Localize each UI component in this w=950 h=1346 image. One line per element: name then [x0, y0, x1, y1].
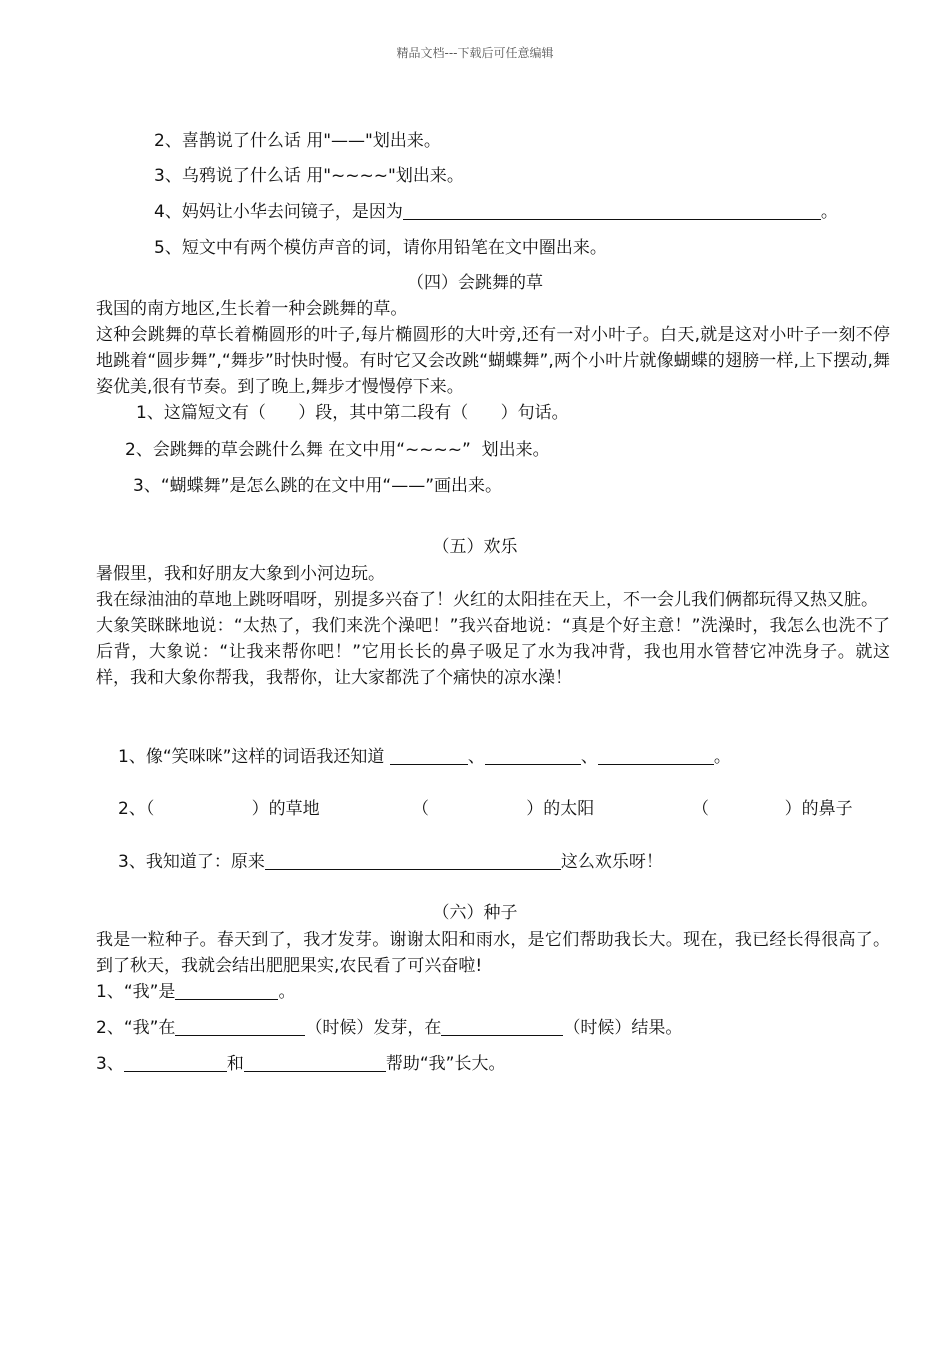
s6-q2-mid: （时候）发芽，在	[305, 1018, 442, 1038]
s4-question-2: 2、会跳舞的草会跳什么舞 在文中用“~~~~” 划出来。	[125, 440, 550, 460]
s6-question-3	[96, 1053, 505, 1075]
s3-question-5: 5、短文中有两个模仿声音的词，请你用铅笔在文中圈出来。	[154, 238, 607, 258]
s3-q4-end: 。	[820, 202, 838, 222]
s5-q2-a: 2、（ ）的草地	[118, 799, 320, 819]
s5-question-3	[118, 851, 663, 873]
s6-q1-blank[interactable]	[175, 982, 278, 1000]
s4-question-3: 3、“蝴蝶舞”是怎么跳的在文中用“——”画出来。	[133, 476, 503, 496]
s6-q3-blank-2[interactable]	[244, 1054, 386, 1072]
s6-q2-blank-1[interactable]	[175, 1018, 305, 1036]
s6-passage	[60, 927, 890, 979]
s6-q1-end: 。	[278, 982, 296, 1002]
page-header: 精品文档---下载后可任意编辑	[396, 46, 554, 60]
s5-q1-blank-3[interactable]	[598, 747, 714, 765]
s6-q2-text: 2、“我”在	[96, 1018, 176, 1038]
s5-q3-end: 这么欢乐呀！	[560, 852, 663, 872]
s3-question-3: 3、乌鸦说了什么话 用"~~~~"划出来。	[154, 166, 464, 186]
s5-title: （五）欢乐	[432, 537, 518, 557]
s6-title: （六）种子	[432, 903, 518, 923]
s5-question-1	[118, 746, 731, 768]
s5-q1-sep-2: 、	[580, 747, 598, 767]
s6-q3-mid: 和	[226, 1054, 244, 1074]
s5-q3-text: 3、我知道了：原来	[118, 852, 265, 872]
s5-q1-blank-1[interactable]	[390, 747, 468, 765]
s3-q4-text: 4、妈妈让小华去问镜子，是因为	[154, 202, 403, 222]
s5-q1-text: 1、像“笑咪咪”这样的词语我还知道	[118, 747, 385, 767]
s5-paragraph-3: 大象笑眯眯地说：“太热了，我们来洗个澡吧！”我兴奋地说：“真是个好主意！”洗澡时，我怎么也洗不了后背，大象说：“让我来帮你吧！”它用长长的鼻子吸足了水为我冲背，我也用水管替它冲洗身子。就这样，我和大象你帮我，我帮你，让大家都洗了个痛快的凉水澡！	[96, 616, 890, 688]
s5-paragraph-1: 暑假里，我和好朋友大象到小河边玩。	[96, 564, 385, 584]
s6-question-2	[96, 1017, 682, 1039]
s6-q2-end: （时候）结果。	[563, 1018, 683, 1038]
s5-q1-end: 。	[713, 747, 731, 767]
s5-q1-blank-2[interactable]	[485, 747, 581, 765]
s6-q3-end: 帮助“我”长大。	[385, 1054, 506, 1074]
s6-q1-text: 1、“我”是	[96, 982, 176, 1002]
s6-paragraph-1: 我是一粒种子。春天到了，我才发芽。谢谢太阳和雨水，是它们帮助我长大。现在，我已经长得很高了。到了秋天，我就会结出肥肥果实,农民看了可兴奋啦!	[96, 930, 890, 976]
s6-q3-blank-1[interactable]	[124, 1054, 227, 1072]
s5-passage	[60, 561, 890, 691]
s4-passage	[60, 296, 890, 400]
s6-q2-blank-2[interactable]	[441, 1018, 563, 1036]
s4-question-1: 1、这篇短文有（ ）段，其中第二段有（ ）句话。	[136, 403, 569, 423]
s4-paragraph-1: 我国的南方地区,生长着一种会跳舞的草。	[96, 299, 408, 319]
s6-q3-num: 3、	[96, 1054, 124, 1074]
s5-q2-c: （ ）的鼻子	[692, 799, 853, 819]
s3-q4-answer-blank[interactable]	[403, 202, 821, 220]
s3-question-4	[154, 201, 838, 223]
s5-q2-b: （ ）的太阳	[412, 799, 595, 819]
s5-paragraph-2: 我在绿油油的草地上跳呀唱呀，别提多兴奋了！火红的太阳挂在天上，不一会儿我们俩都玩得又热又脏。	[96, 590, 878, 610]
s5-q3-blank[interactable]	[265, 852, 561, 870]
s6-question-1	[96, 981, 295, 1003]
s4-title: （四）会跳舞的草	[407, 273, 543, 293]
s5-q1-sep-1: 、	[467, 747, 485, 767]
s3-question-2: 2、喜鹊说了什么话 用"——"划出来。	[154, 131, 441, 151]
s4-paragraph-2: 这种会跳舞的草长着椭圆形的叶子,每片椭圆形的大叶旁,还有一对小叶子。白天,就是这对小叶子一刻不停地跳着“圆步舞”,“舞步”时快时慢。有时它又会改跳“蝴蝶舞”,两个小叶片就像蝴蝶的翅膀一样,上下摆动,舞姿优美,很有节奏。到了晚上,舞步才慢慢停下来。	[96, 325, 890, 397]
